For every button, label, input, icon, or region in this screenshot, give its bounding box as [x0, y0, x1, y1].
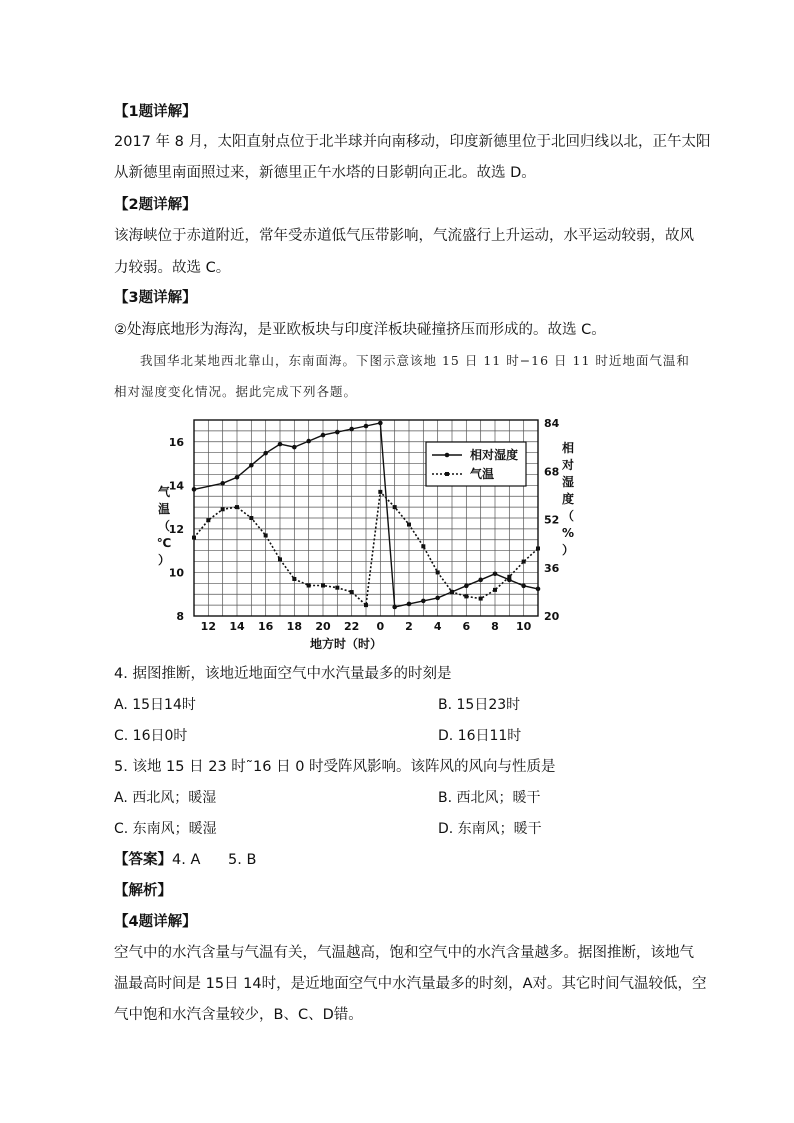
- humidity-point: [278, 442, 283, 447]
- temperature-point: [522, 560, 526, 564]
- temperature-humidity-chart: [150, 408, 575, 654]
- q5-option-a[interactable]: A. 西北风；暖湿: [114, 790, 217, 806]
- x-tick-label: 4: [433, 620, 442, 633]
- axis-label-char: ）: [157, 553, 171, 567]
- q5-option-d[interactable]: D. 东南风；暖干: [438, 821, 542, 837]
- legend-humidity-marker: [445, 453, 450, 458]
- humidity-point: [407, 602, 412, 607]
- temperature-point: [364, 603, 368, 607]
- temperature-point: [292, 577, 296, 581]
- temperature-point: [192, 536, 196, 540]
- y-right-tick-label: 84: [544, 417, 560, 431]
- temperature-point: [350, 590, 354, 594]
- axis-label-char: 度: [561, 492, 575, 506]
- humidity-point: [364, 424, 369, 429]
- axis-label-char: 湿: [561, 475, 575, 489]
- x-tick-label: 6: [462, 620, 471, 633]
- temperature-point: [479, 597, 483, 601]
- axis-label-char: 气: [157, 485, 171, 499]
- humidity-point: [220, 481, 225, 486]
- legend-temperature-label: 气温: [470, 467, 495, 481]
- chart-legend: [426, 442, 526, 486]
- q4-stem: 4. 据图推断，该地近地面空气中水汽量最多的时刻是: [114, 666, 452, 682]
- y-left-tick-label: 16: [168, 435, 184, 449]
- temperature-point: [407, 523, 411, 527]
- humidity-point: [478, 578, 483, 583]
- humidity-point: [292, 445, 297, 450]
- temperature-point: [464, 594, 468, 598]
- legend-temperature-marker: [445, 472, 449, 476]
- temperature-point: [249, 516, 253, 520]
- axis-label-char: （: [561, 509, 575, 523]
- section4-line-2: 温最高时间是 15日 14时，是近地面空气中水汽量最多的时刻，A对。其它时间气温较低，空: [114, 976, 707, 992]
- axis-label-char: 相: [561, 441, 575, 455]
- axis-label-char: %: [561, 526, 575, 540]
- legend-humidity-label: 相对湿度: [470, 448, 519, 462]
- x-tick-label: 20: [315, 620, 331, 633]
- humidity-point: [235, 475, 240, 480]
- section3-heading: 【3题详解】: [114, 290, 197, 306]
- x-tick-label: 10: [516, 620, 532, 633]
- y-right-tick-label: 68: [544, 465, 560, 479]
- x-tick-label: 18: [286, 620, 302, 633]
- y-right-tick-label: 20: [544, 610, 560, 623]
- axis-label-char: ℃: [156, 536, 172, 550]
- temperature-point: [493, 588, 497, 592]
- intro-line-1: 我国华北某地西北靠山，东南面海。下图示意该地 15 日 11 时−16 日 11 时近地面气温和: [140, 353, 690, 368]
- humidity-point: [192, 487, 197, 492]
- temperature-point: [235, 505, 239, 509]
- intro-line-2: 相对湿度变化情况。据此完成下列各题。: [114, 384, 358, 399]
- humidity-point: [335, 430, 340, 435]
- y-right-axis-label: [561, 440, 574, 557]
- axis-label-char: ）: [561, 543, 575, 557]
- section2-heading: 【2题详解】: [114, 197, 197, 213]
- humidity-point: [464, 584, 469, 589]
- temperature-point: [221, 507, 225, 511]
- axis-label-char: 温: [157, 502, 171, 516]
- q5-stem: 5. 该地 15 日 23 时˜16 日 0 时受阵风影响。该阵风的风向与性质是: [114, 759, 556, 775]
- q4-option-b[interactable]: B. 15日23时: [438, 697, 521, 713]
- humidity-point: [321, 433, 326, 438]
- humidity-point: [493, 571, 498, 576]
- humidity-point: [392, 605, 397, 610]
- section2-line-1: 该海峡位于赤道附近，常年受赤道低气压带影响，气流盛行上升运动，水平运动较弱，故风: [114, 228, 694, 244]
- temperature-point: [335, 586, 339, 590]
- humidity-point: [249, 463, 254, 468]
- temperature-point: [321, 584, 325, 588]
- humidity-point: [306, 439, 311, 444]
- y-left-axis-label: [157, 484, 172, 567]
- x-tick-label: 0: [376, 620, 385, 633]
- answer-label: 【答案】: [114, 852, 172, 868]
- temperature-point: [450, 590, 454, 594]
- answer-row: [114, 849, 256, 871]
- axis-label-char: （: [157, 519, 171, 533]
- x-axis-label: 地方时（时）: [309, 637, 383, 651]
- temperature-point: [278, 557, 282, 561]
- humidity-point: [536, 587, 541, 592]
- temperature-point: [378, 490, 382, 494]
- analysis-label: 【解析】: [114, 883, 172, 899]
- temperature-point: [307, 584, 311, 588]
- axis-label-char: 对: [561, 458, 575, 472]
- section1-heading: 【1题详解】: [114, 104, 197, 120]
- section2-line-2: 力较弱。故选 C。: [114, 260, 231, 276]
- humidity-point: [421, 599, 426, 604]
- temperature-point: [536, 546, 540, 550]
- section1-line-1: 2017 年 8 月，太阳直射点位于北半球并向南移动，印度新德里位于北回归线以北，正午太阳: [114, 134, 711, 150]
- x-tick-label: 16: [258, 620, 274, 633]
- x-tick-label: 8: [491, 620, 499, 633]
- q4-option-d[interactable]: D. 16日11时: [438, 728, 522, 744]
- section4-heading: 【4题详解】: [114, 914, 197, 930]
- humidity-point: [378, 421, 383, 426]
- section1-line-2: 从新德里南面照过来，新德里正午水塔的日影朝向正北。故选 D。: [114, 165, 536, 181]
- y-left-tick-label: 14: [168, 479, 184, 493]
- x-tick-label: 2: [405, 620, 413, 633]
- x-tick-label: 12: [200, 620, 216, 633]
- section4-line-1: 空气中的水汽含量与气温有关，气温越高，饱和空气中的水汽含量越多。据图推断，该地气: [114, 945, 694, 961]
- y-left-tick-label: 10: [168, 566, 184, 580]
- y-right-tick-label: 36: [544, 561, 560, 575]
- temperature-point: [393, 505, 397, 509]
- temperature-point: [264, 533, 268, 537]
- temperature-point: [421, 544, 425, 548]
- answer-text: 4. A 5. B: [172, 852, 257, 868]
- y-left-tick-label: 12: [168, 522, 184, 536]
- humidity-point: [263, 451, 268, 456]
- q5-option-c[interactable]: C. 东南风；暖湿: [114, 821, 217, 837]
- temperature-point: [206, 518, 210, 522]
- humidity-point: [435, 596, 440, 601]
- y-left-tick-label: 8: [176, 610, 184, 623]
- section4-line-3: 气中饱和水汽含量较少，B、C、D错。: [114, 1007, 363, 1023]
- q5-option-b[interactable]: B. 西北风；暖干: [438, 790, 541, 806]
- temperature-point: [507, 575, 511, 579]
- x-tick-label: 22: [344, 620, 360, 633]
- section3-line-1: ②处海底地形为海沟，是亚欧板块与印度洋板块碰撞挤压而形成的。故选 C。: [114, 322, 606, 338]
- humidity-point: [521, 584, 526, 589]
- temperature-point: [436, 570, 440, 574]
- x-tick-label: 14: [229, 620, 245, 633]
- q4-option-a[interactable]: A. 15日14时: [114, 697, 196, 713]
- q4-option-c[interactable]: C. 16日0时: [114, 728, 188, 744]
- humidity-point: [349, 427, 354, 432]
- y-right-tick-label: 52: [544, 513, 560, 527]
